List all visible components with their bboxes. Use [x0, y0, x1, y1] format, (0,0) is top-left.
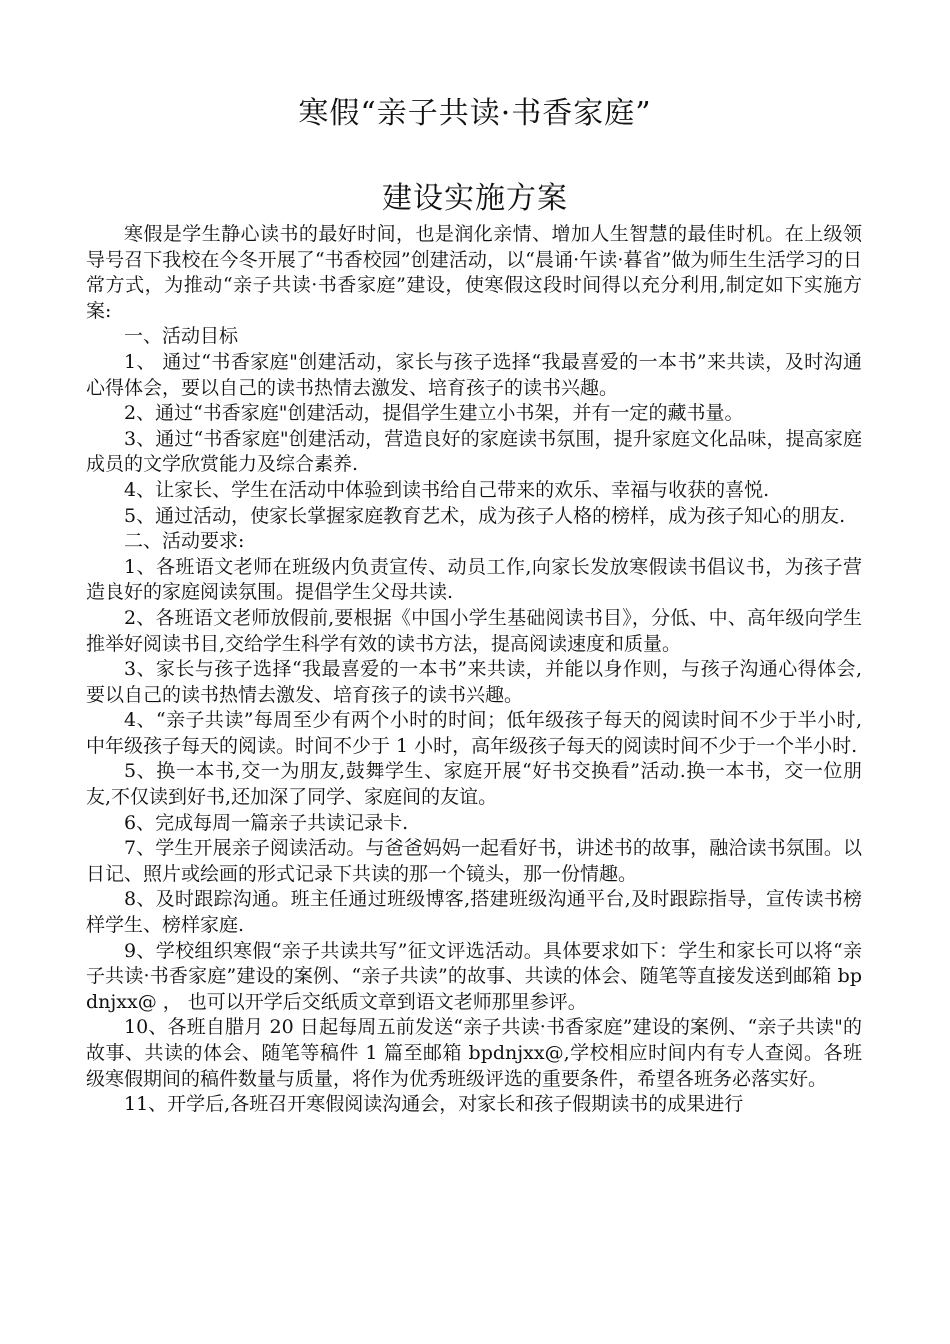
document-title-line-2: 建设实施方案: [382, 181, 568, 216]
document-title-line-1: 寒假“亲子共读·书香家庭”: [298, 96, 652, 131]
requirement-item-1: 1、各班语文老师在班级内负责宣传、动员工作,向家长发放寒假读书倡议书，为孩子营造良好的家庭阅读氛围。提倡学生父母共读.: [86, 555, 862, 604]
goal-item-3: 3、通过“书香家庭"创建活动，营造良好的家庭读书氛围，提升家庭文化品味，提高家庭成员的文学欣赏能力及综合素养.: [86, 427, 862, 476]
document-body: [86, 222, 862, 1118]
requirement-item-9: 9、学校组织寒假“亲子共读共写”征文评选活动。具体要求如下：学生和家长可以将“亲子共读·书香家庭”建设的案例、“亲子共读”的故事、共读的体会、随笔等直接发送到邮箱 bpdnjxx@ ， 也可以开学后交纸质文章到语文老师那里参评。: [86, 939, 862, 1013]
requirement-item-3: 3、家长与孩子选择“我最喜爱的一本书”来共读，并能以身作则，与孩子沟通心得体会,要以自己的读书热情去激发、培育孩子的读书兴趣。: [86, 658, 862, 706]
goal-item-4: 4、让家长、学生在活动中体验到读书给自己带来的欢乐、幸福与收获的喜悦.: [124, 478, 770, 501]
requirement-item-8: 8、及时跟踪沟通。班主任通过班级博客,搭建班级沟通平台,及时跟踪指导，宣传读书榜样学生、榜样家庭.: [86, 888, 862, 937]
requirement-item-5: 5、换一本书,交一为朋友,鼓舞学生、家庭开展“好书交换看”活动.换一本书，交一位朋友,不仅读到好书,还加深了同学、家庭间的友谊。: [86, 760, 862, 809]
requirement-item-7: 7、学生开展亲子阅读活动。与爸爸妈妈一起看好书，讲述书的故事，融洽读书氛围。以日记、照片或绘画的形式记录下共读的那一个镜头，那一份情趣。: [86, 837, 862, 885]
section-heading-requirements: 二、活动要求:: [124, 530, 245, 553]
requirement-item-2: 2、各班语文老师放假前,要根据《中国小学生基础阅读书目》，分低、中、高年级向学生推举好阅读书目,交给学生科学有效的读书方法，提高阅读速度和质量。: [86, 606, 862, 655]
section-heading-goals: 一、活动目标: [124, 325, 239, 348]
goal-item-5: 5、通过活动，使家长掌握家庭教育艺术，成为孩子人格的榜样，成为孩子知心的朋友.: [124, 504, 846, 527]
requirement-item-6: 6、完成每周一篇亲子共读记录卡.: [124, 811, 409, 834]
requirement-item-10: 10、各班自腊月 20 日起每周五前发送“亲子共读·书香家庭”建设的案例、“亲子共读"的故事、共读的体会、随笔等稿件 1 篇至邮箱 bpdnjxx@,学校相应时间内有专人查阅。各班级寒假期间的稿件数量与质量，将作为优秀班级评选的重要条件，希望各班务必落实好。: [86, 1016, 862, 1090]
intro-paragraph: 寒假是学生静心读书的最好时间，也是润化亲情、增加人生智慧的最佳时机。在上级领导号召下我校在今冬开展了“书香校园”创建活动，以“晨诵·午读·暮省”做为师生生活学习的日常方式，为推动“亲子共读·书香家庭”建设，使寒假这段时间得以充分利用,制定如下实施方案:: [86, 223, 862, 322]
requirement-item-11: 11、开学后,各班召开寒假阅读沟通会，对家长和孩子假期读书的成果进行: [124, 1093, 744, 1116]
goal-item-2: 2、通过“书香家庭"创建活动，提倡学生建立小书架，并有一定的藏书量。: [124, 402, 744, 425]
goal-item-1: 1、 通过“书香家庭"创建活动，家长与孩子选择“我最喜爱的一本书”来共读，及时沟通心得体会，要以自己的读书热情去激发、培育孩子的读书兴趣。: [86, 350, 862, 399]
requirement-item-4: 4、“亲子共读”每周至少有两个小时的时间；低年级孩子每天的阅读时间不少于半小时,中年级孩子每天的阅读。时间不少于 1 小时，高年级孩子每天的阅读时间不少于一个半小时.: [86, 709, 862, 757]
